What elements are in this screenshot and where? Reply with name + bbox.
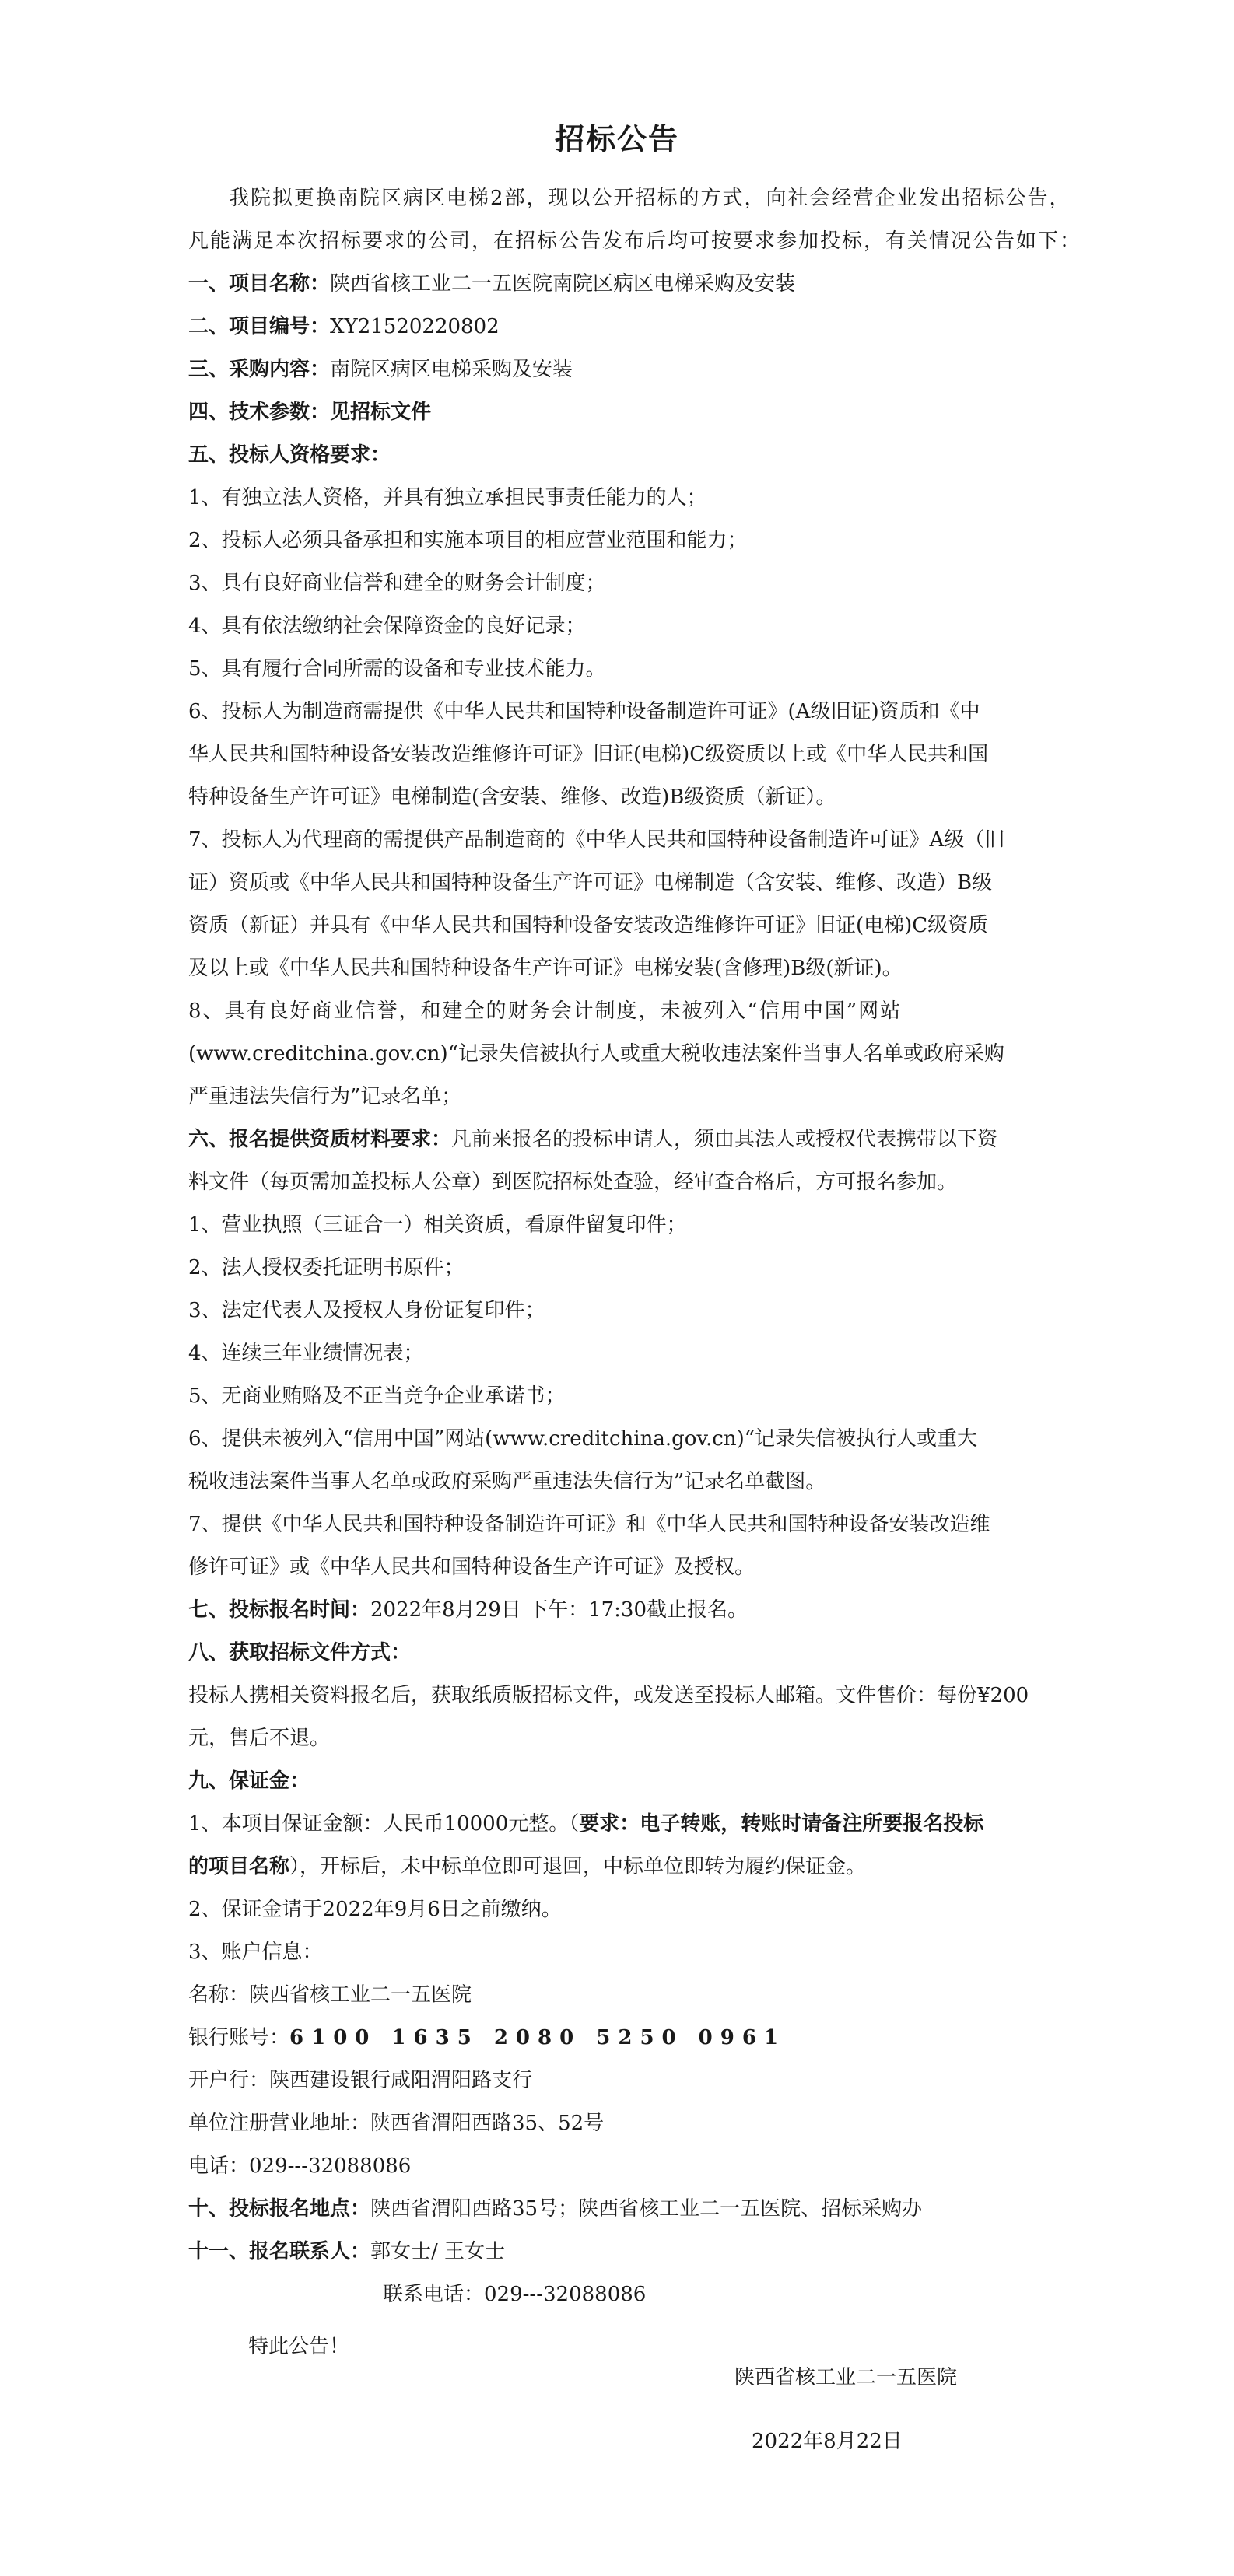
signature-organization: 陕西省核工业二一五医院 — [734, 2366, 958, 2389]
section-value: 陕西省核工业二一五医院南院区病区电梯采购及安装 — [330, 272, 796, 296]
list-item: 2、保证金请于2022年9月6日之前缴纳。 — [188, 1898, 562, 1921]
section-label: 十、投标报名地点： — [188, 2197, 371, 2221]
list-item: 6、投标人为制造商需提供《中华人民共和国特种设备制造许可证》(A级旧证)资质和《中 — [188, 700, 980, 723]
account-number-label: 银行账号： — [188, 2026, 290, 2049]
section-registration-time — [188, 1589, 1075, 1632]
intro-line: 我院拟更换南院区病区电梯2部，现以公开招标的方式，向社会经营企业发出招标公告， — [229, 187, 1071, 210]
section-procurement-content — [188, 348, 1075, 391]
section-label: 十一、报名联系人： — [188, 2240, 371, 2263]
section-label: 二、项目编号： — [188, 315, 331, 338]
list-item: 8、具有良好商业信誉，和建全的财务会计制度，未被列入“信用中国”网站 — [188, 999, 903, 1023]
list-item: 7、提供《中华人民共和国特种设备制造许可证》和《中华人民共和国特种设备安装改造维 — [188, 1513, 990, 1536]
transfer-requirement: 要求：电子转账，转账时请备注所要报名投标 — [579, 1812, 984, 1836]
account-name-value: 陕西省核工业二一五医院 — [249, 1983, 472, 2007]
account-address: 单位注册营业地址：陕西省渭阳西路35、52号 — [188, 2112, 605, 2135]
section-value: 陕西省渭阳西路35号；陕西省核工业二一五医院、招标采购办 — [370, 2197, 923, 2221]
list-item-continued: 及以上或《中华人民共和国特种设备生产许可证》电梯安装(含修理)B级(新证)。 — [188, 957, 903, 980]
announcement-body — [188, 177, 1082, 2368]
section-contact-person — [188, 2231, 1075, 2273]
deposit-refund-note: ），开标后，未中标单位即可退回，中标单位即转为履约保证金。 — [289, 1855, 867, 1878]
section-value: 2022年8月29日 下午：17:30截止报名。 — [370, 1598, 748, 1622]
section-technical-params: 四、技术参数：见招标文件 — [188, 401, 432, 424]
list-item: 1、营业执照（三证合一）相关资质，看原件留复印件； — [188, 1213, 687, 1237]
list-item-continued: 税收违法案件当事人名单或政府采购严重违法失信行为”记录名单截图。 — [188, 1470, 826, 1493]
section-text-continued: 元，售后不退。 — [188, 1727, 331, 1750]
section-registration-location — [188, 2188, 1075, 2231]
list-item: 7、投标人为代理商的需提供产品制造商的《中华人民共和国特种设备制造许可证》A级（旧 — [188, 828, 1005, 852]
section-text-continued: 料文件（每页需加盖投标人公章）到医院招标处查验，经审查合格后，方可报名参加。 — [188, 1171, 958, 1194]
section-value: 凡前来报名的投标申请人，须由其法人或授权代表携带以下资 — [451, 1128, 998, 1151]
account-phone: 电话：029---32088086 — [188, 2154, 412, 2178]
section-label: 七、投标报名时间： — [188, 1598, 371, 1622]
contact-phone: 联系电话：029---32088086 — [383, 2283, 647, 2306]
section-bidder-qualifications: 五、投标人资格要求： — [188, 443, 391, 467]
list-item: 5、无商业贿赂及不正当竞争企业承诺书； — [188, 1384, 566, 1408]
list-item-continued: 特种设备生产许可证》电梯制造(含安装、维修、改造)B级资质（新证）。 — [188, 786, 836, 809]
list-item: 2、法人授权委托证明书原件； — [188, 1256, 465, 1279]
section-registration-materials — [188, 1118, 1075, 1161]
account-name-label: 名称： — [188, 1983, 250, 2007]
list-item-continued: 华人民共和国特种设备安装改造维修许可证》旧证(电梯)C级资质以上或《中华人民共和国 — [188, 743, 989, 766]
list-item-continued: 修许可证》或《中华人民共和国特种设备生产许可证》及授权。 — [188, 1556, 755, 1579]
account-name — [188, 1974, 1075, 2017]
list-item: 3、账户信息： — [188, 1941, 323, 1964]
section-label: 一、项目名称： — [188, 272, 331, 296]
section-text: 投标人携相关资料报名后，获取纸质版招标文件，或发送至投标人邮箱。文件售价：每份¥200 — [188, 1684, 1029, 1707]
signature-date: 2022年8月22日 — [752, 2430, 903, 2453]
list-item: 2、投标人必须具备承担和实施本项目的相应营业范围和能力； — [188, 529, 748, 552]
intro-line: 凡能满足本次招标要求的公司，在招标公告发布后均可按要求参加投标，有关情况公告如下： — [188, 229, 1082, 253]
list-item-continued: (www.creditchina.gov.cn)“记录失信被执行人或重大税收违法案件当事人名单或政府采购 — [188, 1042, 1004, 1066]
section-deposit: 九、保证金： — [188, 1769, 310, 1793]
list-item-continued: 严重违法失信行为”记录名单； — [188, 1085, 462, 1108]
list-item-continued — [188, 1846, 1075, 1888]
section-label: 三、采购内容： — [188, 358, 331, 381]
list-item: 1、有独立法人资格，并具有独立承担民事责任能力的人； — [188, 486, 707, 509]
list-item-continued: 资质（新证）并具有《中华人民共和国特种设备安装改造维修许可证》旧证(电梯)C级资质 — [188, 914, 989, 937]
section-obtain-documents: 八、获取招标文件方式： — [188, 1641, 412, 1664]
account-number-value: 6100 1635 2080 5250 0961 — [289, 2026, 787, 2049]
section-project-number — [188, 306, 1075, 348]
list-item: 3、法定代表人及授权人身份证复印件； — [188, 1299, 545, 1322]
list-item: 6、提供未被列入“信用中国”网站(www.creditchina.gov.cn)“记录失信被执行人或重大 — [188, 1427, 978, 1451]
list-item: 4、连续三年业绩情况表； — [188, 1342, 424, 1365]
section-project-name — [188, 263, 1075, 306]
account-number — [188, 2017, 1075, 2060]
list-item — [188, 1803, 1075, 1846]
closing-remark: 特此公告！ — [248, 2335, 350, 2358]
list-item: 5、具有履行合同所需的设备和专业技术能力。 — [188, 657, 606, 681]
list-item-continued: 证）资质或《中华人民共和国特种设备生产许可证》电梯制造（含安装、维修、改造）B级 — [188, 871, 993, 894]
page-title: 招标公告 — [554, 121, 679, 156]
deposit-amount: 1、本项目保证金额：人民币10000元整。（ — [188, 1812, 580, 1836]
list-item: 3、具有良好商业信誉和建全的财务会计制度； — [188, 572, 606, 595]
transfer-requirement: 的项目名称 — [188, 1855, 290, 1878]
section-label: 六、报名提供资质材料要求： — [188, 1128, 452, 1151]
list-item: 4、具有依法缴纳社会保障资金的良好记录； — [188, 614, 586, 638]
account-bank: 开户行：陕西建设银行咸阳渭阳路支行 — [188, 2069, 533, 2092]
section-value: XY21520220802 — [330, 315, 500, 338]
section-value: 南院区病区电梯采购及安装 — [330, 358, 573, 381]
section-value: 郭女士/ 王女士 — [370, 2240, 506, 2263]
